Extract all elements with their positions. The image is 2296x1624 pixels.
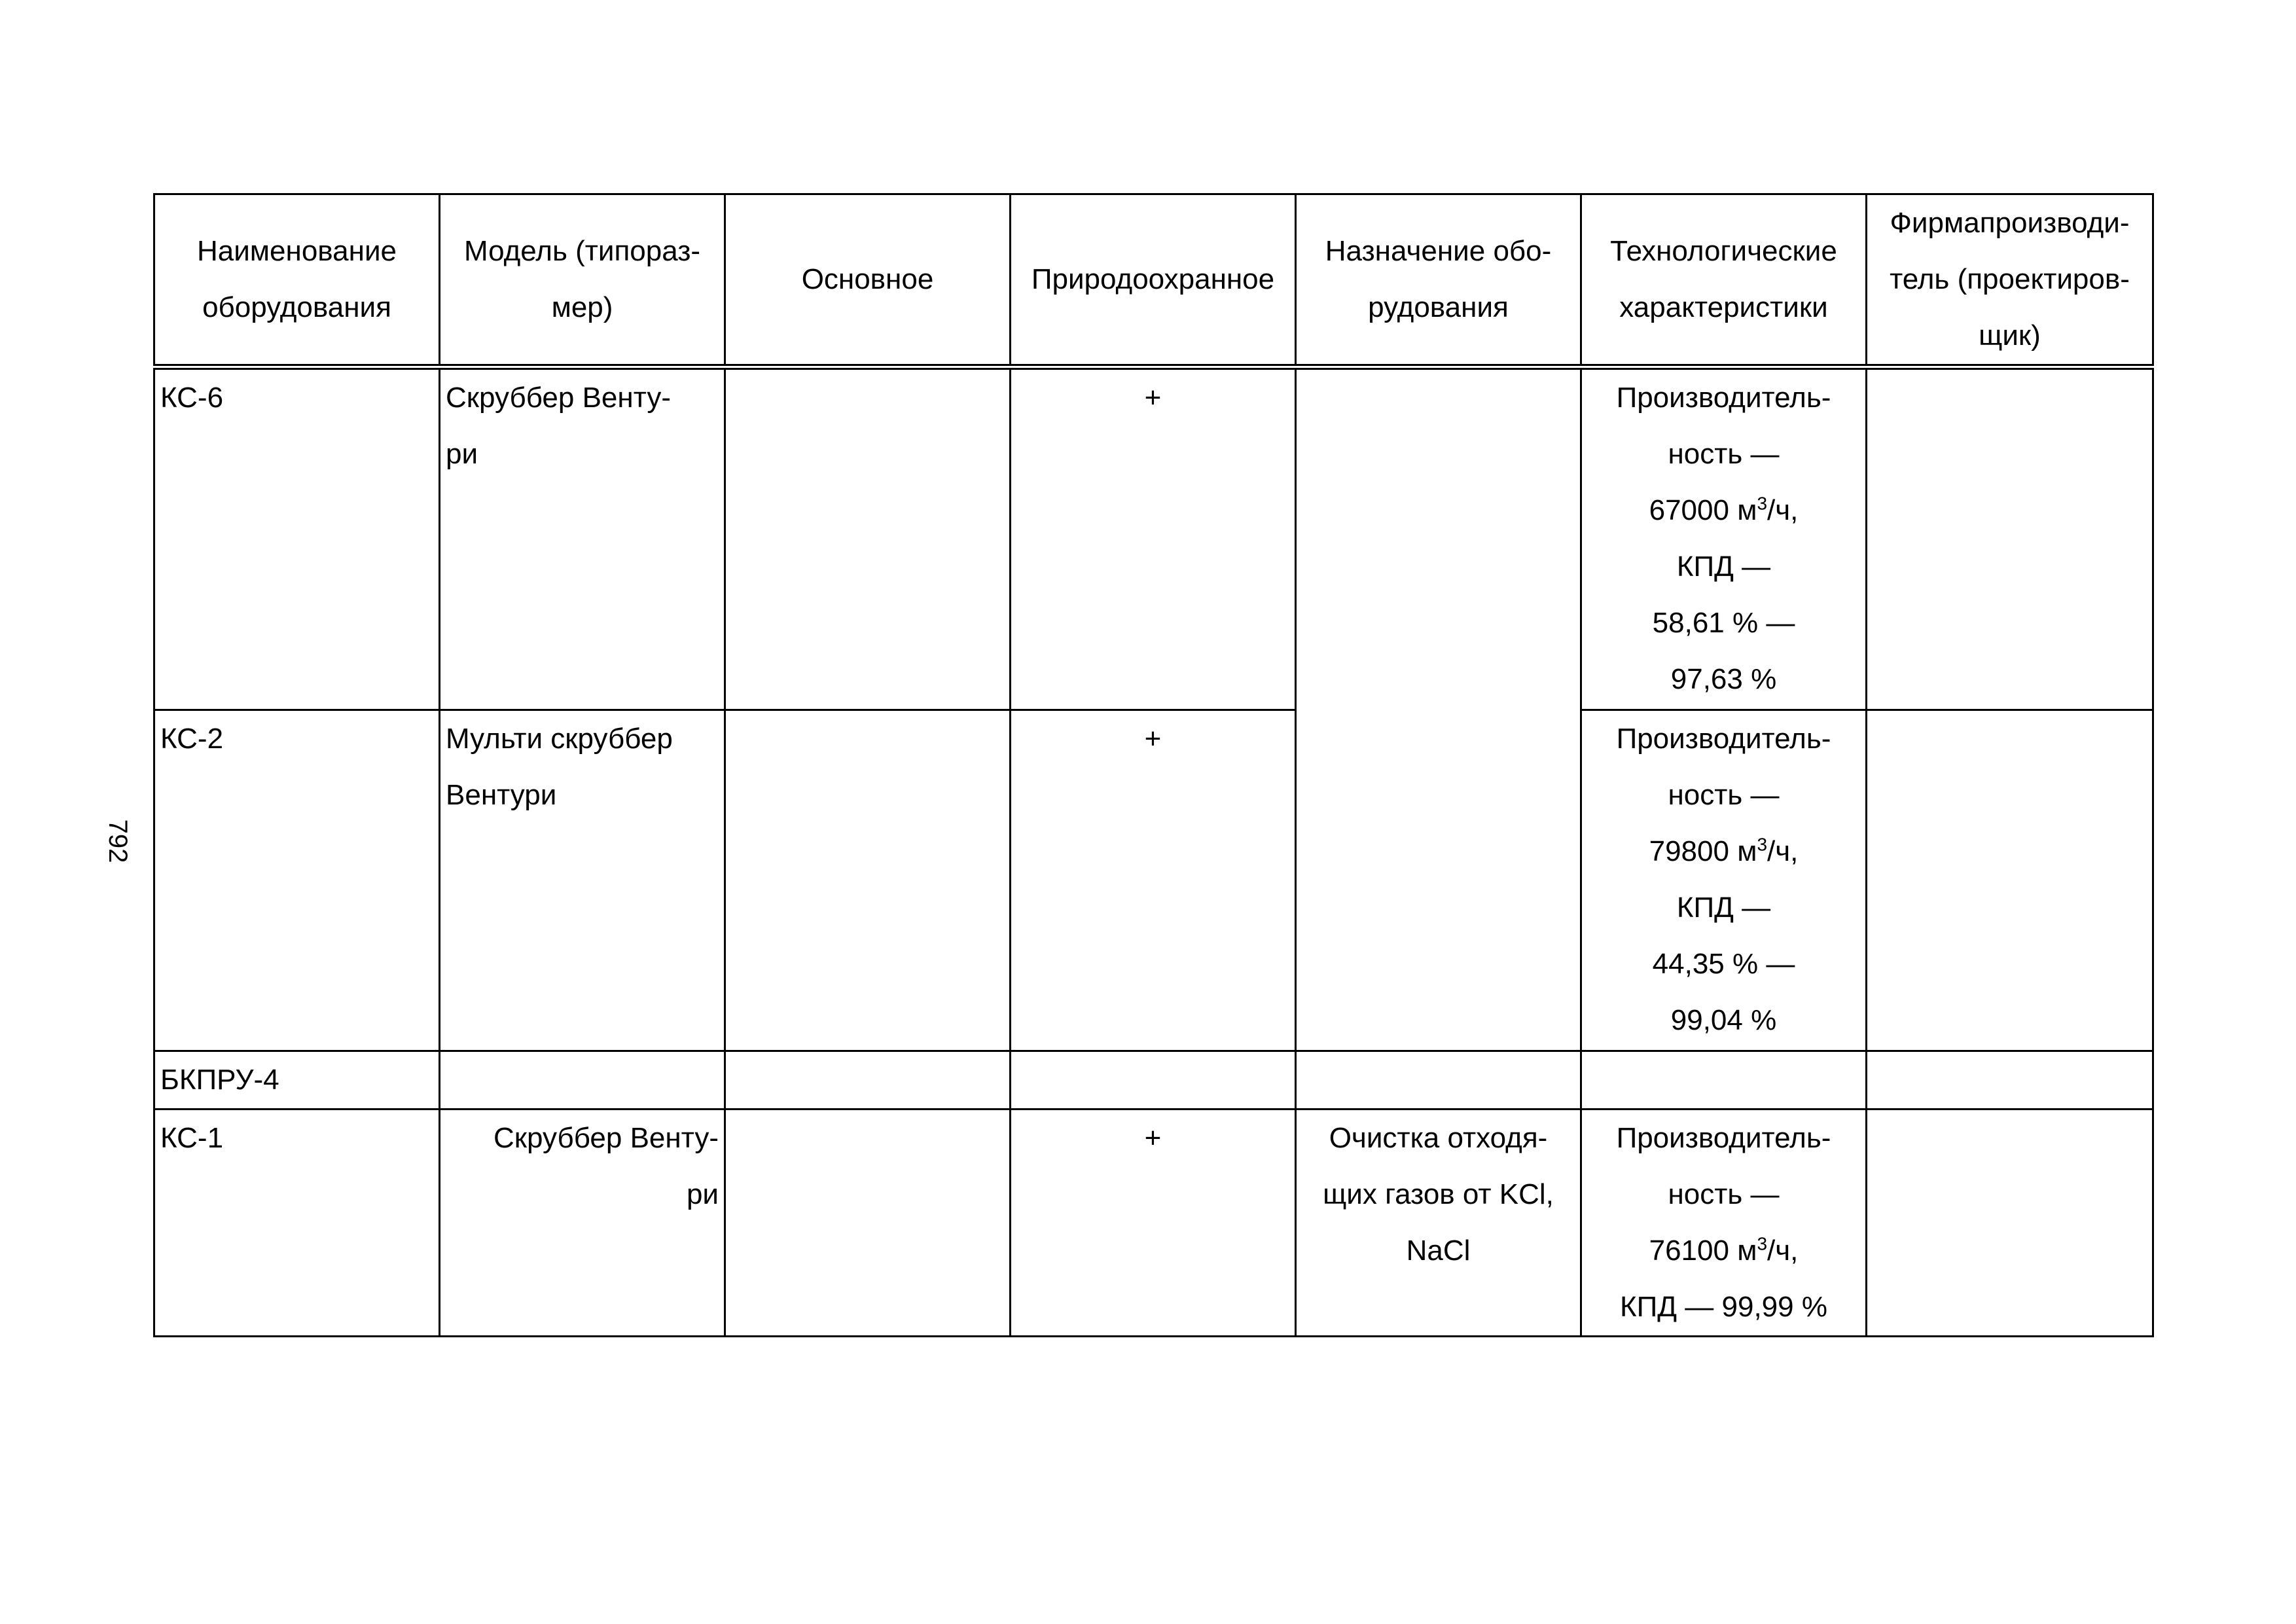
cell-model: Мульти скруббер Вентури bbox=[440, 710, 725, 1051]
tech-text-start: Производитель- ность — 67000 м bbox=[1616, 382, 1831, 526]
cell-purpose: Очистка отходя- щих газов от KCl, NaCl bbox=[1296, 1110, 1581, 1337]
header-tech-characteristics: Технологические характеристики bbox=[1581, 194, 1867, 367]
table-row bbox=[154, 710, 2153, 1051]
tech-text-start: Производитель- ность — 79800 м bbox=[1616, 723, 1831, 867]
tech-superscript: 3 bbox=[1757, 493, 1768, 514]
cell-tech-characteristics bbox=[1581, 1110, 1867, 1337]
header-environmental: Природоохранное bbox=[1011, 194, 1296, 367]
cell-tech-characteristics bbox=[1581, 710, 1867, 1051]
table-row bbox=[154, 1051, 2153, 1110]
cell-model bbox=[440, 1051, 725, 1110]
tech-superscript: 3 bbox=[1757, 834, 1768, 855]
table-row bbox=[154, 367, 2153, 710]
tech-text-end: /ч, КПД — 99,99 % bbox=[1620, 1235, 1827, 1323]
cell-basic bbox=[725, 710, 1011, 1051]
tech-text-end: /ч, КПД — 44,35 % — 99,04 % bbox=[1652, 835, 1799, 1036]
tech-text-start: Производитель- ность — 76100 м bbox=[1616, 1122, 1831, 1267]
cell-equipment-name: КС-6 bbox=[154, 367, 440, 710]
cell-purpose bbox=[1296, 367, 1581, 1051]
cell-tech-characteristics bbox=[1581, 1051, 1867, 1110]
header-basic: Основное bbox=[725, 194, 1011, 367]
cell-tech-characteristics bbox=[1581, 367, 1867, 710]
header-model: Модель (типораз- мер) bbox=[440, 194, 725, 367]
cell-equipment-name: КС-1 bbox=[154, 1110, 440, 1337]
cell-environmental: + bbox=[1011, 1110, 1296, 1337]
cell-manufacturer bbox=[1867, 1110, 2153, 1337]
equipment-table bbox=[153, 193, 2154, 1337]
cell-model: Скруббер Венту- ри bbox=[440, 367, 725, 710]
cell-basic bbox=[725, 1110, 1011, 1337]
header-equipment-name: Наименование оборудования bbox=[154, 194, 440, 367]
cell-basic bbox=[725, 367, 1011, 710]
cell-manufacturer bbox=[1867, 1051, 2153, 1110]
table-header-row bbox=[154, 194, 2153, 367]
cell-equipment-name: БКПРУ-4 bbox=[154, 1051, 440, 1110]
tech-superscript: 3 bbox=[1757, 1233, 1768, 1254]
page-number: 792 bbox=[103, 819, 132, 863]
cell-equipment-name: КС-2 bbox=[154, 710, 440, 1051]
cell-environmental: + bbox=[1011, 710, 1296, 1051]
cell-environmental bbox=[1011, 1051, 1296, 1110]
cell-environmental: + bbox=[1011, 367, 1296, 710]
cell-manufacturer bbox=[1867, 367, 2153, 710]
tech-text-end: /ч, КПД — 58,61 % — 97,63 % bbox=[1652, 494, 1799, 695]
header-manufacturer: Фирмапроизводи- тель (проектиров- щик) bbox=[1867, 194, 2153, 367]
cell-model: Скруббер Венту- ри bbox=[440, 1110, 725, 1337]
cell-purpose bbox=[1296, 1051, 1581, 1110]
cell-basic bbox=[725, 1051, 1011, 1110]
table-row bbox=[154, 1110, 2153, 1337]
cell-manufacturer bbox=[1867, 710, 2153, 1051]
header-purpose: Назначение обо- рудования bbox=[1296, 194, 1581, 367]
